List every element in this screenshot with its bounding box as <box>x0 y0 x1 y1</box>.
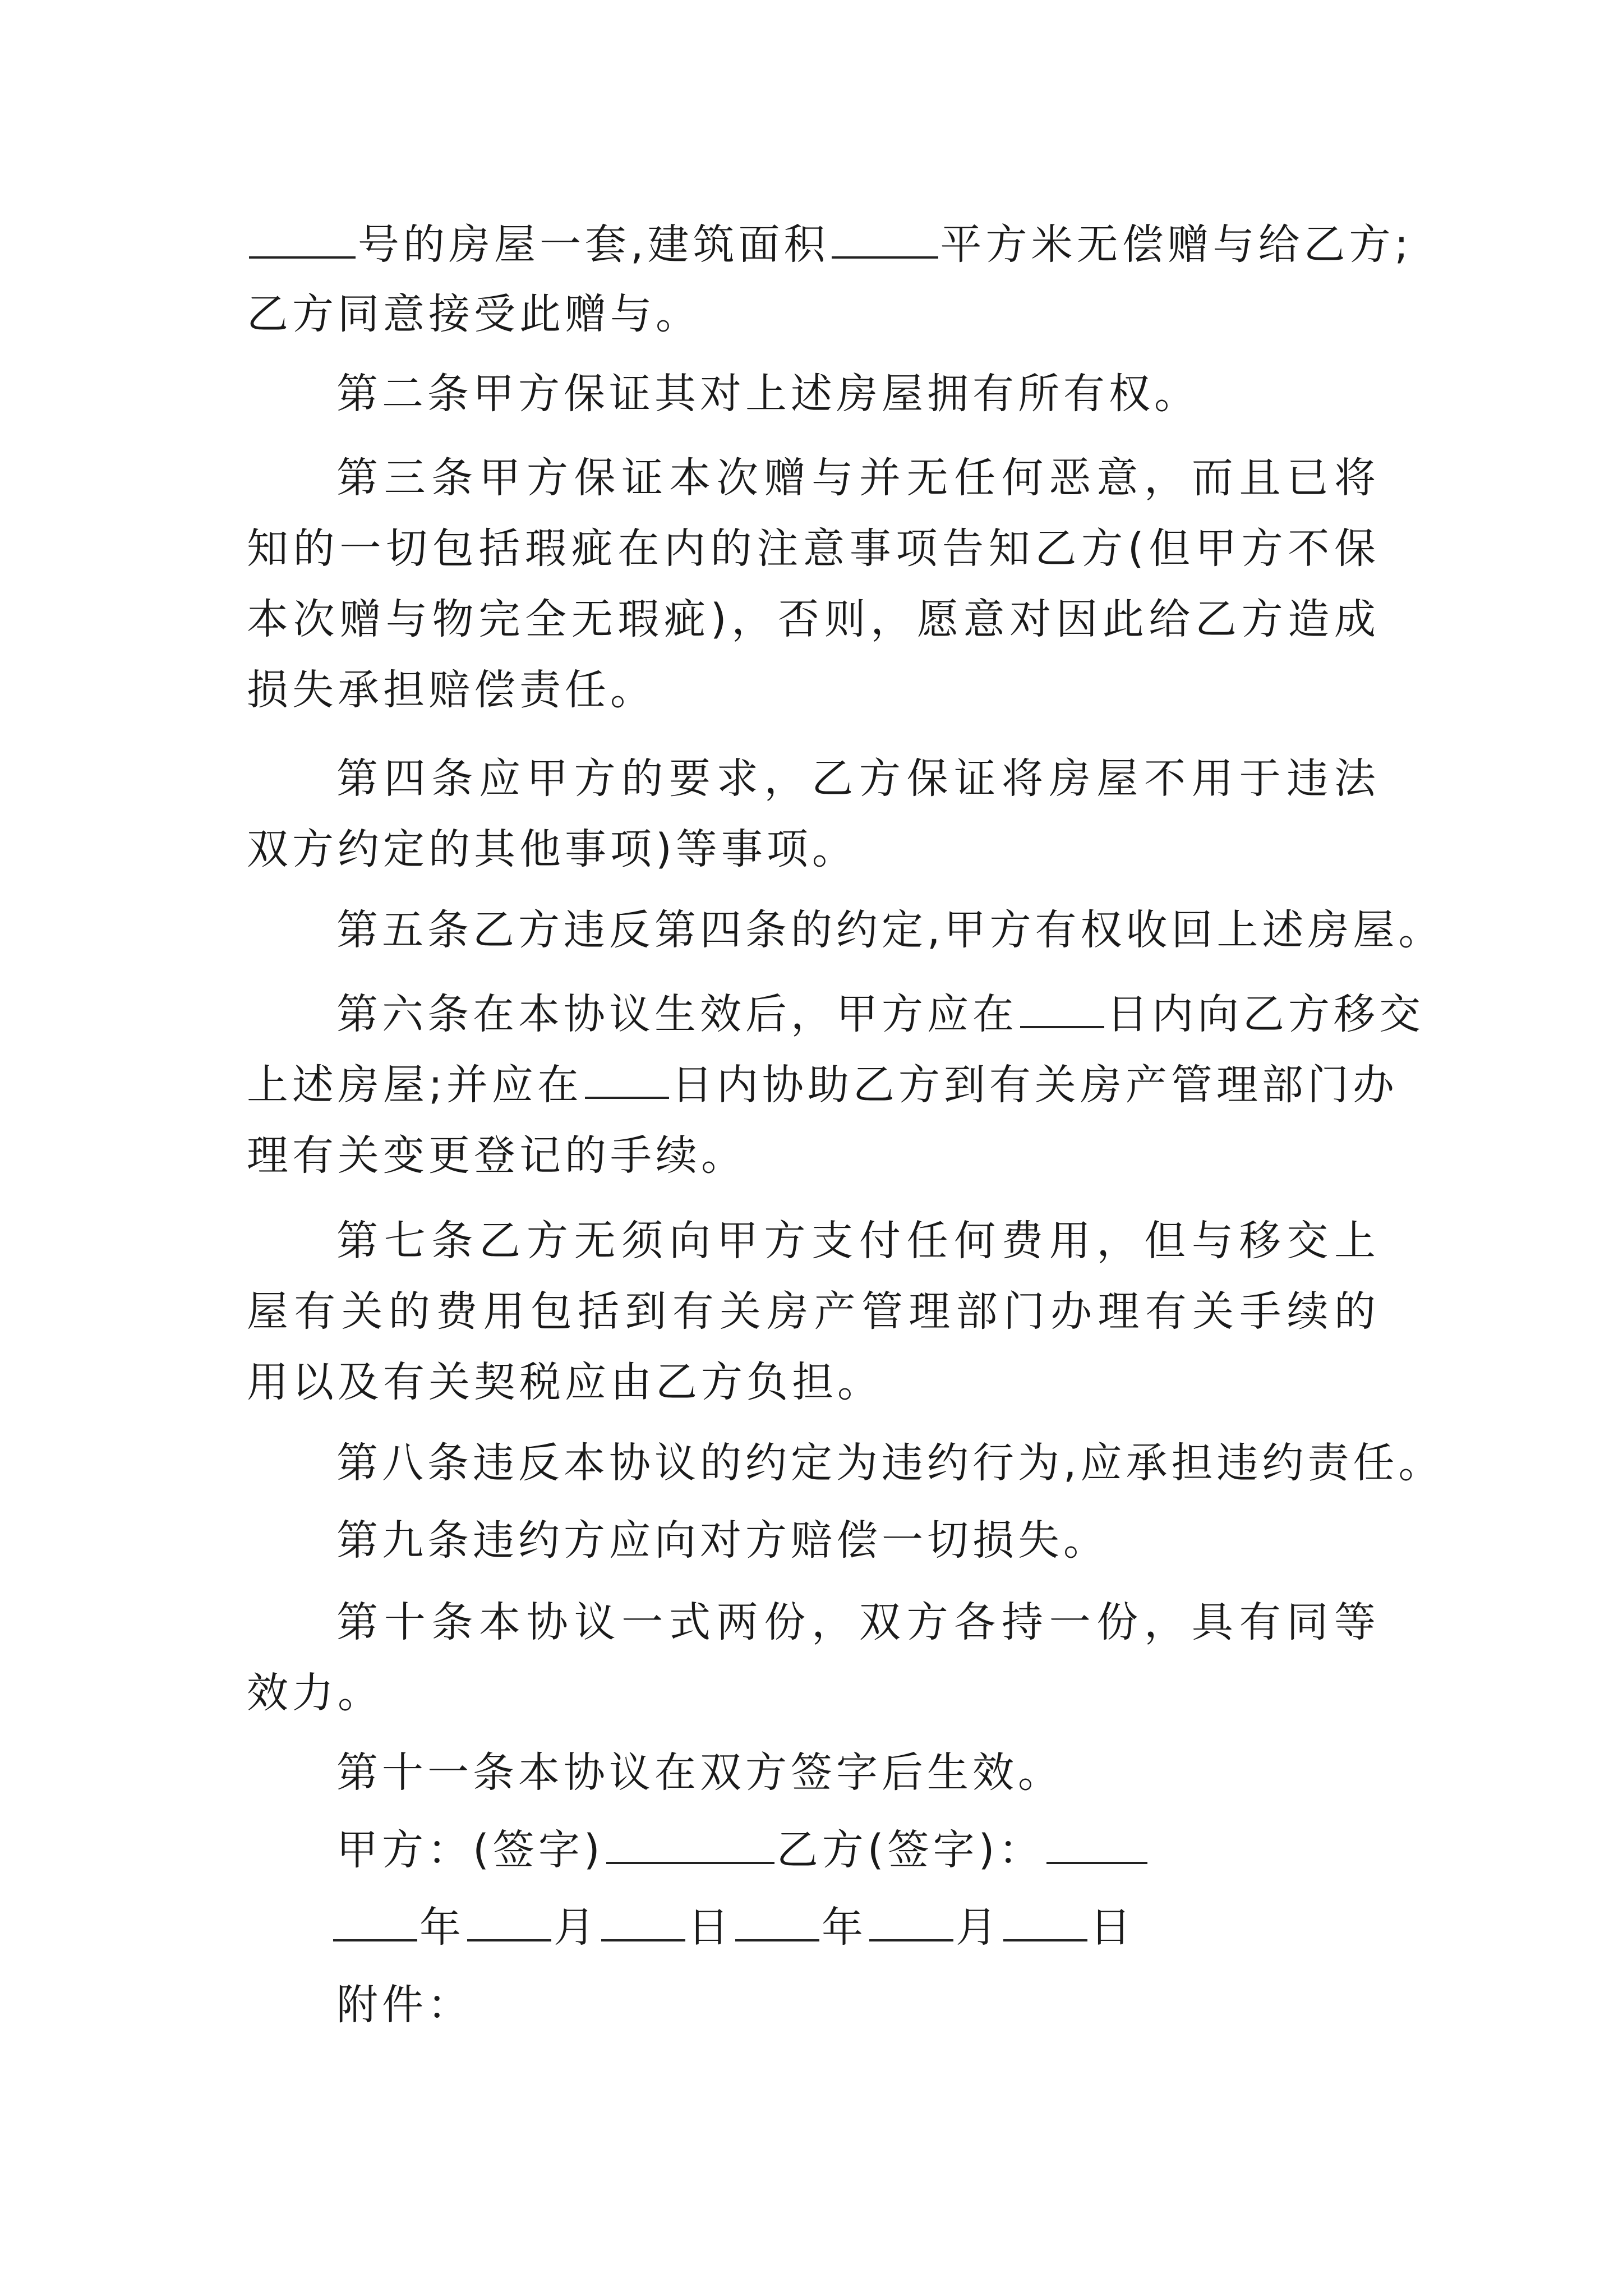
clause-1-line-2: 乙方同意接受此赠与。 <box>247 290 701 338</box>
article-9: 第九条违约方应向对方赔偿一切损失。 <box>336 1516 1109 1565</box>
party-b-year-field[interactable] <box>735 1900 819 1941</box>
party-a-year-field[interactable] <box>333 1900 417 1941</box>
article-6-line-3: 理有关变更登记的手续。 <box>247 1131 746 1180</box>
article-3-line-1: 第三条甲方保证本次赠与并无任何恶意，而且已将 <box>336 454 1380 502</box>
day-label: 日 <box>688 1903 733 1952</box>
article-7-line-3: 用以及有关契税应由乙方负担。 <box>247 1358 883 1406</box>
article-8: 第八条违反本协议的约定为违约行为,应承担违约责任。 <box>336 1439 1444 1487</box>
blank-field[interactable] <box>832 217 938 259</box>
text-segment: 日内协助乙方到有关房产管理部门办 <box>671 1061 1398 1109</box>
article-3-line-4: 损失承担赔偿责任。 <box>247 666 656 714</box>
article-2: 第二条甲方保证其对上述房屋拥有所有权。 <box>336 370 1200 418</box>
year-label: 年 <box>822 1903 867 1952</box>
party-a-signature-field[interactable] <box>606 1823 774 1864</box>
party-a-day-field[interactable] <box>601 1900 685 1941</box>
party-b-day-field[interactable] <box>1003 1900 1087 1941</box>
article-6-line-1 <box>247 985 1424 1043</box>
attachment-label: 附件： <box>336 1981 473 2029</box>
blank-field[interactable] <box>585 1057 669 1099</box>
party-a-signature-label: 甲方：(签字) <box>336 1826 604 1874</box>
article-10-line-1: 第十条本协议一式两份，双方各持一份，具有同等 <box>336 1598 1380 1646</box>
party-b-signature-label: 乙方(签字)： <box>776 1826 1044 1874</box>
month-label: 月 <box>554 1903 599 1952</box>
blank-field[interactable] <box>1020 987 1104 1028</box>
month-label: 月 <box>956 1903 1001 1952</box>
text-segment: 第六条在本协议生效后，甲方应在 <box>336 990 1018 1038</box>
party-b-month-field[interactable] <box>869 1900 953 1941</box>
party-a-month-field[interactable] <box>467 1900 551 1941</box>
text-segment: 平方米无偿赠与给乙方; <box>940 220 1413 269</box>
blank-field[interactable] <box>249 217 356 259</box>
text-segment: 日内向乙方移交 <box>1106 990 1424 1038</box>
article-3-line-2: 知的一切包括瑕疵在内的注意事项告知乙方(但甲方不保 <box>247 524 1380 573</box>
article-5: 第五条乙方违反第四条的约定,甲方有权收回上述房屋。 <box>336 906 1444 954</box>
article-6-line-2 <box>247 1056 1398 1114</box>
date-line <box>247 1898 1380 1957</box>
article-10-line-2: 效力。 <box>247 1669 383 1717</box>
text-segment: 上述房屋;并应在 <box>247 1061 583 1109</box>
article-4-line-1: 第四条应甲方的要求，乙方保证将房屋不用于违法 <box>336 754 1380 803</box>
article-7-line-2: 屋有关的费用包括到有关房产管理部门办理有关手续的 <box>247 1287 1380 1336</box>
year-label: 年 <box>419 1903 465 1952</box>
day-label: 日 <box>1090 1903 1135 1952</box>
article-11: 第十一条本协议在双方签字后生效。 <box>336 1749 1063 1797</box>
signature-line <box>247 1821 1380 1879</box>
article-4-line-2: 双方约定的其他事项)等事项。 <box>247 825 857 873</box>
text-segment: 号的房屋一套,建筑面积 <box>358 220 829 269</box>
party-b-signature-field[interactable] <box>1046 1823 1147 1864</box>
clause-1-line-1 <box>247 215 1413 274</box>
article-3-line-3: 本次赠与物完全无瑕疵)，否则，愿意对因此给乙方造成 <box>247 595 1380 643</box>
article-7-line-1: 第七条乙方无须向甲方支付任何费用，但与移交上 <box>336 1217 1380 1265</box>
